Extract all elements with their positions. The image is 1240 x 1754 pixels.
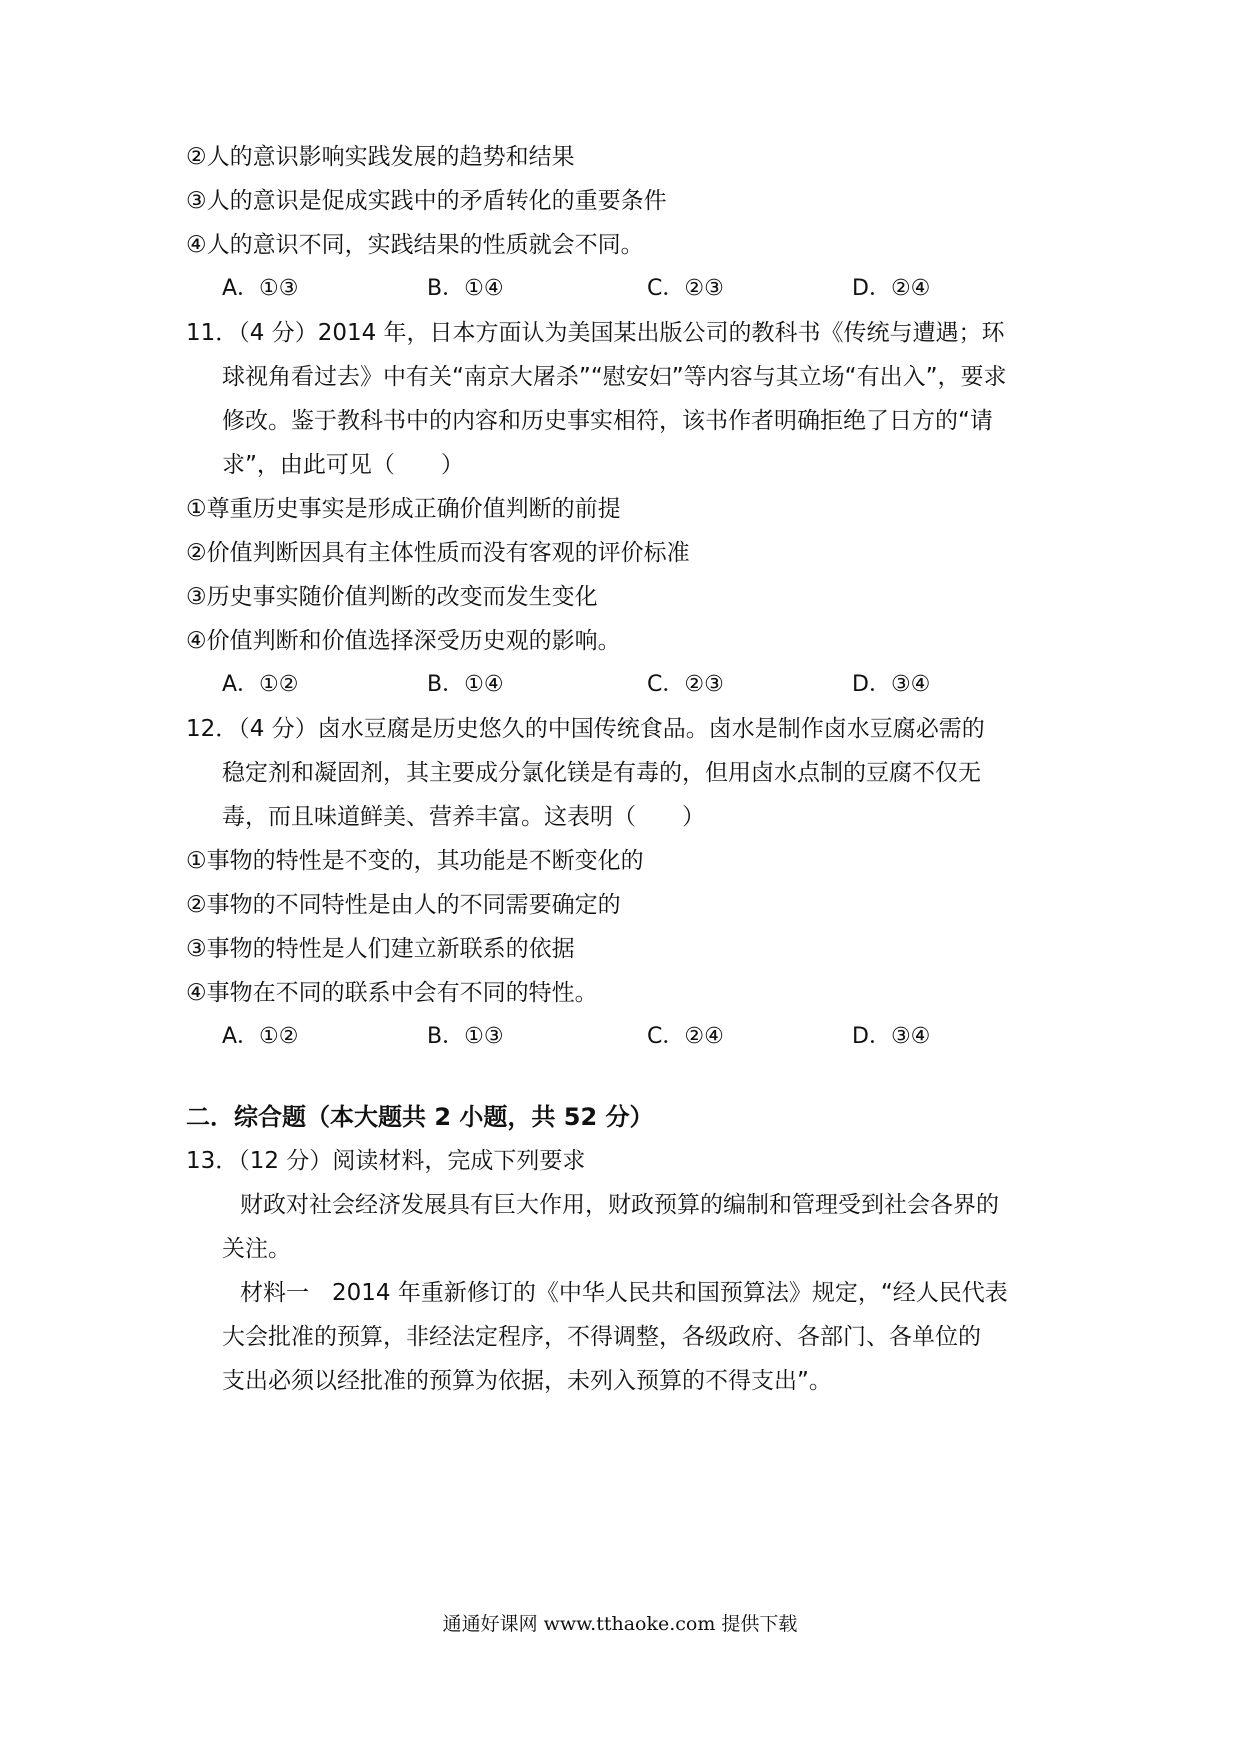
q12-statement-2: ②事物的不同特性是由人的不同需要确定的 [186,892,621,918]
q12-statement-3: ③事物的特性是人们建立新联系的依据 [186,936,575,962]
q10-statement-4: ④人的意识不同，实践结果的性质就会不同。 [186,232,644,258]
q11-stem-line-2: 球视角看过去》中有关“南京大屠杀”“慰安妇”等内容与其立场“有出入”，要求 [222,364,1007,390]
q11-stem-line-3: 修改。鉴于教科书中的内容和历史事实相符，该书作者明确拒绝了日方的“请 [222,408,993,434]
q13-material1-line-2: 大会批准的预算，非经法定程序，不得调整，各级政府、各部门、各单位的 [222,1324,981,1350]
q13-title: 13．（12 分）阅读材料，完成下列要求 [186,1148,586,1174]
q11-statement-2: ②价值判断因具有主体性质而没有客观的评价标准 [186,540,690,566]
q13-intro-line-2: 关注。 [222,1236,291,1262]
q12-statement-4: ④事物在不同的联系中会有不同的特性。 [186,980,598,1006]
q11-statement-4: ④价值判断和价值选择深受历史观的影响。 [186,628,621,654]
q12-option-c: C．②④ [647,1024,724,1049]
q12-option-d: D．③④ [852,1024,931,1049]
q11-option-b: B．①④ [427,672,504,697]
q11-stem-line-1: 11．（4 分）2014 年，日本方面认为美国某出版公司的教科书《传统与遭遇；环 [186,320,1005,346]
page-footer: 通通好课网 www.tthaoke.com 提供下载 [442,1613,798,1635]
q10-statement-3: ③人的意识是促成实践中的矛盾转化的重要条件 [186,188,667,214]
q11-option-a: A．①② [222,672,299,697]
q10-option-d: D．②④ [852,276,931,301]
q13-material1-line-3: 支出必须以经批准的预算为依据，未列入预算的不得支出”。 [222,1368,832,1394]
q10-option-a: A．①③ [222,276,299,301]
q11-statement-1: ①尊重历史事实是形成正确价值判断的前提 [186,496,621,522]
q12-stem-line-3: 毒，而且味道鲜美、营养丰富。这表明（ ） [222,804,705,830]
section-heading: 二．综合题（本大题共 2 小题，共 52 分） [186,1103,654,1131]
q11-option-c: C．②③ [647,672,724,697]
q13-material1-line-1: 材料一 2014 年重新修订的《中华人民共和国预算法》规定，“经人民代表 [240,1280,1008,1306]
q11-statement-3: ③历史事实随价值判断的改变而发生变化 [186,584,598,610]
q12-stem-line-2: 稳定剂和凝固剂，其主要成分氯化镁是有毒的，但用卤水点制的豆腐不仅无 [222,760,981,786]
q11-option-d: D．③④ [852,672,931,697]
q10-statement-2: ②人的意识影响实践发展的趋势和结果 [186,144,575,170]
q12-option-b: B．①③ [427,1024,504,1049]
q10-option-c: C．②③ [647,276,724,301]
q10-option-b: B．①④ [427,276,504,301]
q13-intro-line-1: 财政对社会经济发展具有巨大作用，财政预算的编制和管理受到社会各界的 [240,1192,999,1218]
q12-option-a: A．①② [222,1024,299,1049]
q12-stem-line-1: 12．（4 分）卤水豆腐是历史悠久的中国传统食品。卤水是制作卤水豆腐必需的 [186,716,985,742]
q11-stem-line-4: 求”，由此可见（ ） [222,452,464,478]
q12-statement-1: ①事物的特性是不变的，其功能是不断变化的 [186,848,644,874]
